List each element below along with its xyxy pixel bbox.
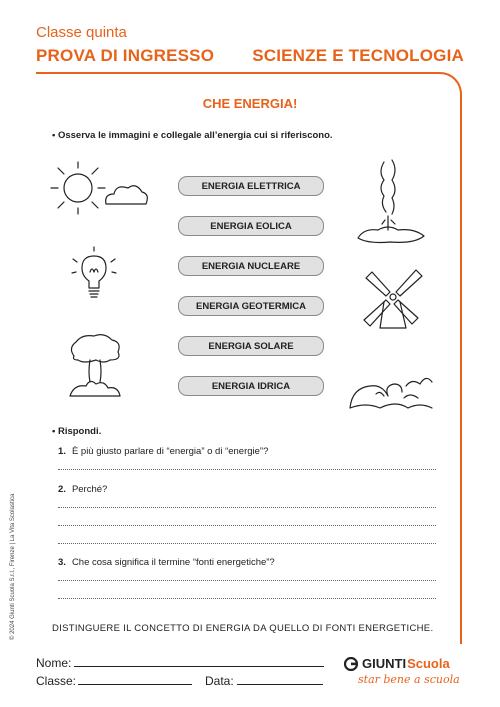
questions-heading: • Rispondi. — [52, 426, 102, 437]
giunti-logo-icon — [344, 657, 358, 671]
question-3 — [58, 557, 275, 568]
question-text: Che cosa significa il termine “fonti energetiche”? — [71, 557, 275, 568]
date-label: Data: — [205, 674, 234, 688]
test-title: PROVA DI INGRESSO — [36, 46, 215, 65]
wave-icon — [346, 368, 436, 412]
windmill-icon — [356, 266, 430, 330]
copyright-note: © 2024 Giunti Scuola S.r.l., Firenze | La Vita Scolastica — [10, 493, 16, 640]
mushroom-cloud-icon — [60, 330, 130, 400]
question-number: 3. — [58, 557, 66, 568]
energy-label-elettrica: ENERGIA ELETTRICA — [178, 176, 324, 196]
geyser-icon — [354, 158, 430, 244]
question-text: È più giusto parlare di “energia” o di “energie”? — [71, 446, 269, 457]
activity-instruction: • Osserva le immagini e collegale all’energia cui si riferiscono. — [52, 130, 333, 141]
class-field[interactable] — [78, 684, 192, 685]
brand-slogan: star bene a scuola — [358, 673, 460, 686]
energy-label-geotermica: ENERGIA GEOTERMICA — [178, 296, 324, 316]
answer-line[interactable] — [58, 469, 436, 470]
answer-line[interactable] — [58, 598, 436, 599]
answer-line[interactable] — [58, 543, 436, 544]
energy-label-solare: ENERGIA SOLARE — [178, 336, 324, 356]
answer-line[interactable] — [58, 507, 436, 508]
answer-line[interactable] — [58, 525, 436, 526]
giunti-scuola-logo — [344, 656, 450, 671]
energy-label-nucleare: ENERGIA NUCLEARE — [178, 256, 324, 276]
brand-scuola: Scuola — [407, 656, 450, 671]
class-label: Classe: — [36, 674, 77, 688]
name-label: Nome: — [36, 656, 72, 670]
light-bulb-icon — [72, 250, 116, 306]
activity-title: CHE ENERGIA! — [202, 96, 298, 111]
name-field[interactable] — [74, 666, 324, 667]
question-1 — [58, 446, 268, 457]
date-field[interactable] — [237, 684, 323, 685]
energy-label-idrica: ENERGIA IDRICA — [178, 376, 324, 396]
subject-title: SCIENZE E TECNOLOGIA — [252, 46, 464, 65]
question-text: Perché? — [71, 484, 108, 495]
learning-objective: DISTINGUERE IL CONCETTO DI ENERGIA DA QUELLO DI FONTI ENERGETICHE. — [52, 623, 434, 634]
question-number: 1. — [58, 446, 66, 457]
brand-giunti: GIUNTI — [362, 656, 407, 671]
class-level: Classe quinta — [36, 24, 127, 41]
question-2 — [58, 484, 107, 495]
energy-label-eolica: ENERGIA EOLICA — [178, 216, 324, 236]
answer-line[interactable] — [58, 580, 436, 581]
sun-clouds-icon — [48, 160, 152, 216]
question-number: 2. — [58, 484, 66, 495]
